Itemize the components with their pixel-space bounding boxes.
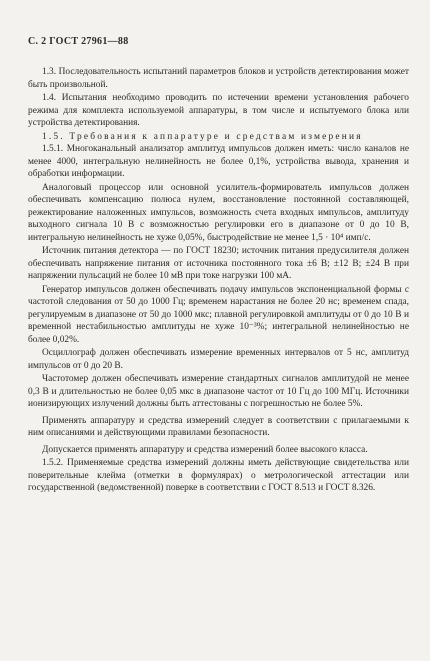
paragraph-1-5-2: 1.5.2. Применяемые средства измерений должны иметь действующие свидетельства или поверительные клейма (отметки в формулярах) о метрологической аттестации или государственной (ведомственной) поверке в соответствии с ГОСТ 8.513 и ГОСТ 8.326.: [28, 458, 409, 493]
paragraph-oscilloscope: Осциллограф должен обеспечивать измерение временных интервалов от 5 нс, амплитуд импульсов от 0 до 20 В.: [28, 348, 409, 371]
section-heading-1-5: 1.5. Требования к аппаратуре и средствам измерения: [42, 131, 363, 142]
paragraph-1-5-1: 1.5.1. Многоканальный анализатор амплитуд импульсов должен иметь: число каналов не менее 4000, интегральную нелинейность не более 0,1%, устройства вывода, хранения и обработки информации.: [28, 144, 409, 179]
paragraph-analog-processor: Аналоговый процессор или основной усилитель-формирователь импульсов должен обеспечивать компенсацию полюса нулем, восстановление постоянной составляющей, режектирование наложенных импульсов, возможность счета входных импульсов, амплитуду выходного сигнала 10 В с возможностью регулировки его в диапазоне от 0 до 10 В, интегральную нелинейность не хуже 0,05%, быстродействие не менее 1,5 · 10⁴ имп/с.: [28, 182, 409, 243]
paragraph-frequency-meter: Частотомер должен обеспечивать измерение стандартных сигналов амплитудой не менее 0,3 В и длительностью не более 0,05 мкс в диапазоне частот от 10 Гц до 100 МГц. Источники ионизирующих излучений должны быть аттестованы с погрешностью не более 5%.: [28, 374, 409, 409]
paragraph-pulse-generator: Генератор импульсов должен обеспечивать подачу импульсов экспоненциальной формы с частотой следования от 50 до 1000 Гц; временем нарастания не более 20 нс; временем спада, регулируемым в диапазоне от 50 до 1000 мкс; плавной регулировкой амплитуды от 0 до 10 В и временной нестабильностью амплитуды не хуже 10⁻³%; интегральной нелинейностью не более 0,02%.: [28, 284, 409, 345]
paragraph-higher-class: Допускается применять аппаратуру и средства измерений более высокого класса.: [42, 444, 368, 455]
paragraph-usage: Применять аппаратуру и средства измерений следует в соответствии с прилагаемыми к ним описаниями и действующими правилами безопасности.: [28, 415, 409, 438]
paragraph-power-supply: Источник питания детектора — по ГОСТ 18230; источник питания предусилителя должен обеспечивать напряжение питания от источника постоянного тока ±6 В; ±12 В; ±24 В при напряжении пульсаций не более 10 мВ при токе нагрузки 100 мА.: [28, 246, 409, 281]
paragraph-1-3: 1.3. Последовательность испытаний параметров блоков и устройств детектирования может быть произвольной.: [28, 67, 409, 90]
paragraph-1-4: 1.4. Испытания необходимо проводить по истечении времени установления рабочего режима для комплекта используемой аппаратуры, в том числе и испытуемого блока или устройства детектирования.: [28, 93, 409, 128]
page-header: С. 2 ГОСТ 27961—88: [28, 36, 129, 47]
